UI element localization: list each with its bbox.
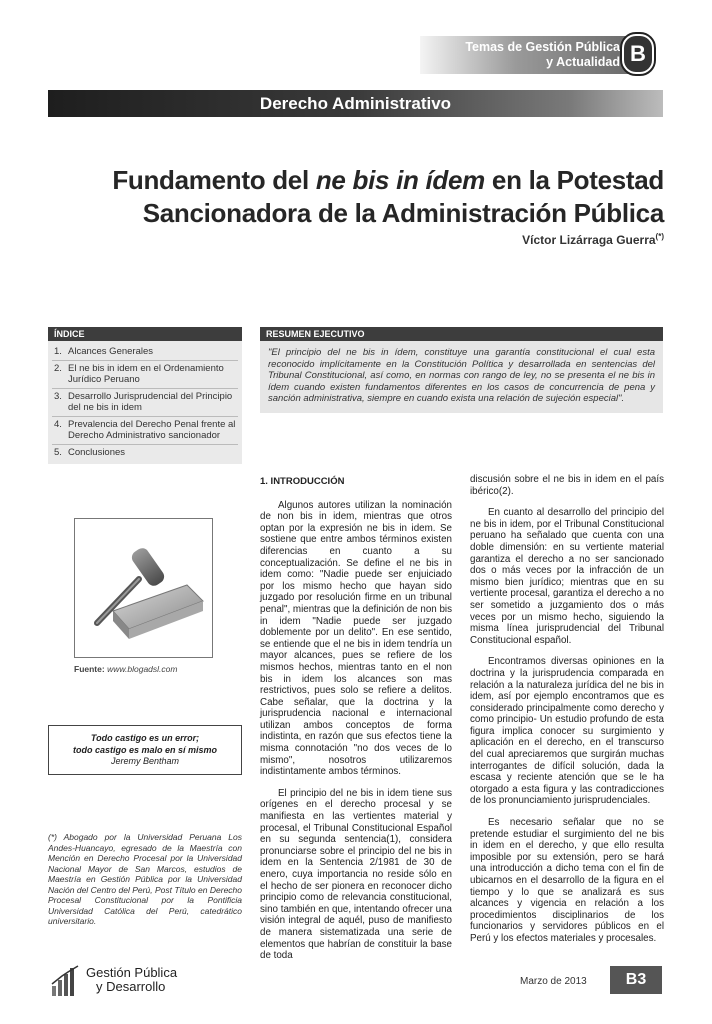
quote-author: Jeremy Bentham <box>110 756 180 766</box>
summary-text: "El principio del ne bis in ídem, constituye una garantía constitucional el cual esta reconocido implícitamente en la Constitución Política y desarrollada en sentencias del Tribunal Constitucional, así como, en normas con rango de ley, no se presenta el ne bis in ídem cuando existen fundamentos diferentes en los casos de concurrencia de pena y sanción administrativa, siempre en cuando exista una relación de sujeción especial". <box>260 341 663 413</box>
paragraph: Algunos autores utilizan la nominación de non bis in idem, mientras que otros optan por la expresión ne bis in idem. Se sostiene que entre ambos términos existen diferencias en cuanto a su conceptualización. Se define el ne bis in idem como: "Nadie puede ser enjuiciado por los mismo hecho que hayan sido juzgado por resolución firme en un tribunal penal", mientras que la definición de non bis in idem "Nadie puede ser juzgado doblemente por un delito". En ese sentido, se entiende que el ne bis in idem tendría un mayor alcances, pues se refiere de los mismos hechos, mientras tanto en el non bis in idem los alcances son mas restrictivos, pues solo se refiere a delitos. Cabe señalar, que la doctrina y la jurisprudencia nacional e internacional utilizan ambos conceptos de forma indistinta, en razón que sus efectos tiene la misma connotación "no dos veces de lo mismo", nosotros utilizaremos indistintamente ambos términos. <box>260 499 452 778</box>
body-column-1 <box>260 476 452 972</box>
paragraph: discusión sobre el ne bis in idem en el país ibérico(2). <box>470 474 664 497</box>
index-item: 2. El ne bis in idem en el Ordenamiento Jurídico Peruano <box>52 361 238 389</box>
index-box <box>48 327 242 464</box>
paragraph: Encontramos diversas opiniones en la doctrina y la jurisprudencia comparada en relación a la naturaleza jurídica del ne bis in idem, así por ejemplo encontramos que es considerado principalmente como derecho y como principio- Un estudio profundo de esta figura implica conocer su surgimiento y aplicación en el derecho, en el transcurso del cual apreciaremos que surgirán muchas interrogantes de difícil solución, dada la escasa y reciente atención que se le ha otorgado a esta figura y las contradicciones de los pronunciamiento jurisprudenciales. <box>470 656 664 807</box>
section-badge <box>620 32 656 76</box>
executive-summary <box>260 327 663 413</box>
publisher-logo <box>50 964 210 996</box>
issue-date: Marzo de 2013 <box>520 976 587 987</box>
summary-heading: RESUMEN EJECUTIVO <box>260 327 663 341</box>
article-author: Víctor Lizárraga Guerra(*) <box>522 232 664 247</box>
section-label-line1: Temas de Gestión Pública <box>465 40 620 54</box>
paragraph: El principio del ne bis in idem tiene sus orígenes en el derecho procesal y se manifiesta en las vertientes material y procesal, el Tribunal Constitucional Español en su segunda sentencia(1), considera pronunciarse sobre el principio del ne bis in idem en la Sentencia 2/1981 de 30 de enero, cuya importancia no reside sólo en el hecho de ser pionera en reconocer dicho principio como de relevancia constitucional, sino también en que, intentando ofrecer una visión integral de aquél, puso de manifiesto de manera sistematizada una serie de elementos que habrían de constituir la base de toda <box>260 787 452 962</box>
page-number: B3 <box>610 966 662 994</box>
index-item: 3. Desarrollo Jurisprudencial del Principio del ne bis in idem <box>52 389 238 417</box>
paragraph: Es necesario señalar que no se pretende estudiar el surgimiento del ne bis in idem en el derecho, y que ello resulta imposible por su extensión, pero se hará una introducción a dicho tema con el fin de ubicarnos en el desarrollo de la figura en el tiempo y lo que se analizará es sus alcances y vigencia en relación a los procedimientos disciplinarios de los funcionarios y servidores públicos en el Perú y los efectos materiales y procesales. <box>470 817 664 944</box>
index-item: 5. Conclusiones <box>54 446 126 458</box>
section-title: Derecho Administrativo <box>48 90 663 117</box>
quote-line1: Todo castigo es un error; <box>90 733 200 743</box>
gavel-image <box>74 518 213 658</box>
quote-box <box>48 725 242 775</box>
body-column-2 <box>470 474 664 955</box>
logo-line1: Gestión Pública <box>86 965 178 980</box>
logo-line2: y Desarrollo <box>96 979 166 994</box>
section-label-line2: y Actualidad <box>546 55 620 69</box>
index-item: 4. Prevalencia del Derecho Penal frente al Derecho Administrativo sancionador <box>52 417 238 445</box>
gavel-icon <box>75 519 212 657</box>
bar-chart-logo-icon <box>50 964 82 996</box>
index-heading: ÍNDICE <box>48 327 242 341</box>
article-title: Fundamento del ne bis in ídem en la Potestad Sancionadora de la Administración Pública <box>112 165 664 228</box>
image-source: Fuente: www.blogadsl.com <box>74 664 178 674</box>
index-item: 1. Alcances Generales <box>52 344 238 361</box>
section-label <box>465 40 620 70</box>
author-footnote: (*) Abogado por la Universidad Peruana Los Andes-Huancayo, egresado de la Maestría con Mención en Derecho Procesal por la Universidad Nacional Mayor de San Marcos, estudios de Maestría en Gestión Pública por la Universidad Nación del Centro del Perú, Post Título en Derecho Procesal Constitucional por la Pontificia Universidad Católica del Perú, catedrático universitario. <box>48 832 242 926</box>
section-badge-letter: B <box>624 36 652 72</box>
paragraph: En cuanto al desarrollo del principio del ne bis in idem, por el Tribunal Constitucional peruano ha señalado que cuenta con una doble dimensión: en su vertiente material garantiza el derecho a no ser sancionado dos o más veces por la infracción de un mismo bien jurídico; mientras que en su vertiente procesal, garantiza el derecho a no ser sometido a juzgamiento dos o más veces por un mismo hecho, siguiendo la misma línea jurisprudencial del Tribunal Constitucional español. <box>470 507 664 646</box>
section-heading: 1. INTRODUCCIÓN <box>260 476 345 487</box>
quote-line2: todo castigo es malo en sí mismo <box>72 744 218 755</box>
